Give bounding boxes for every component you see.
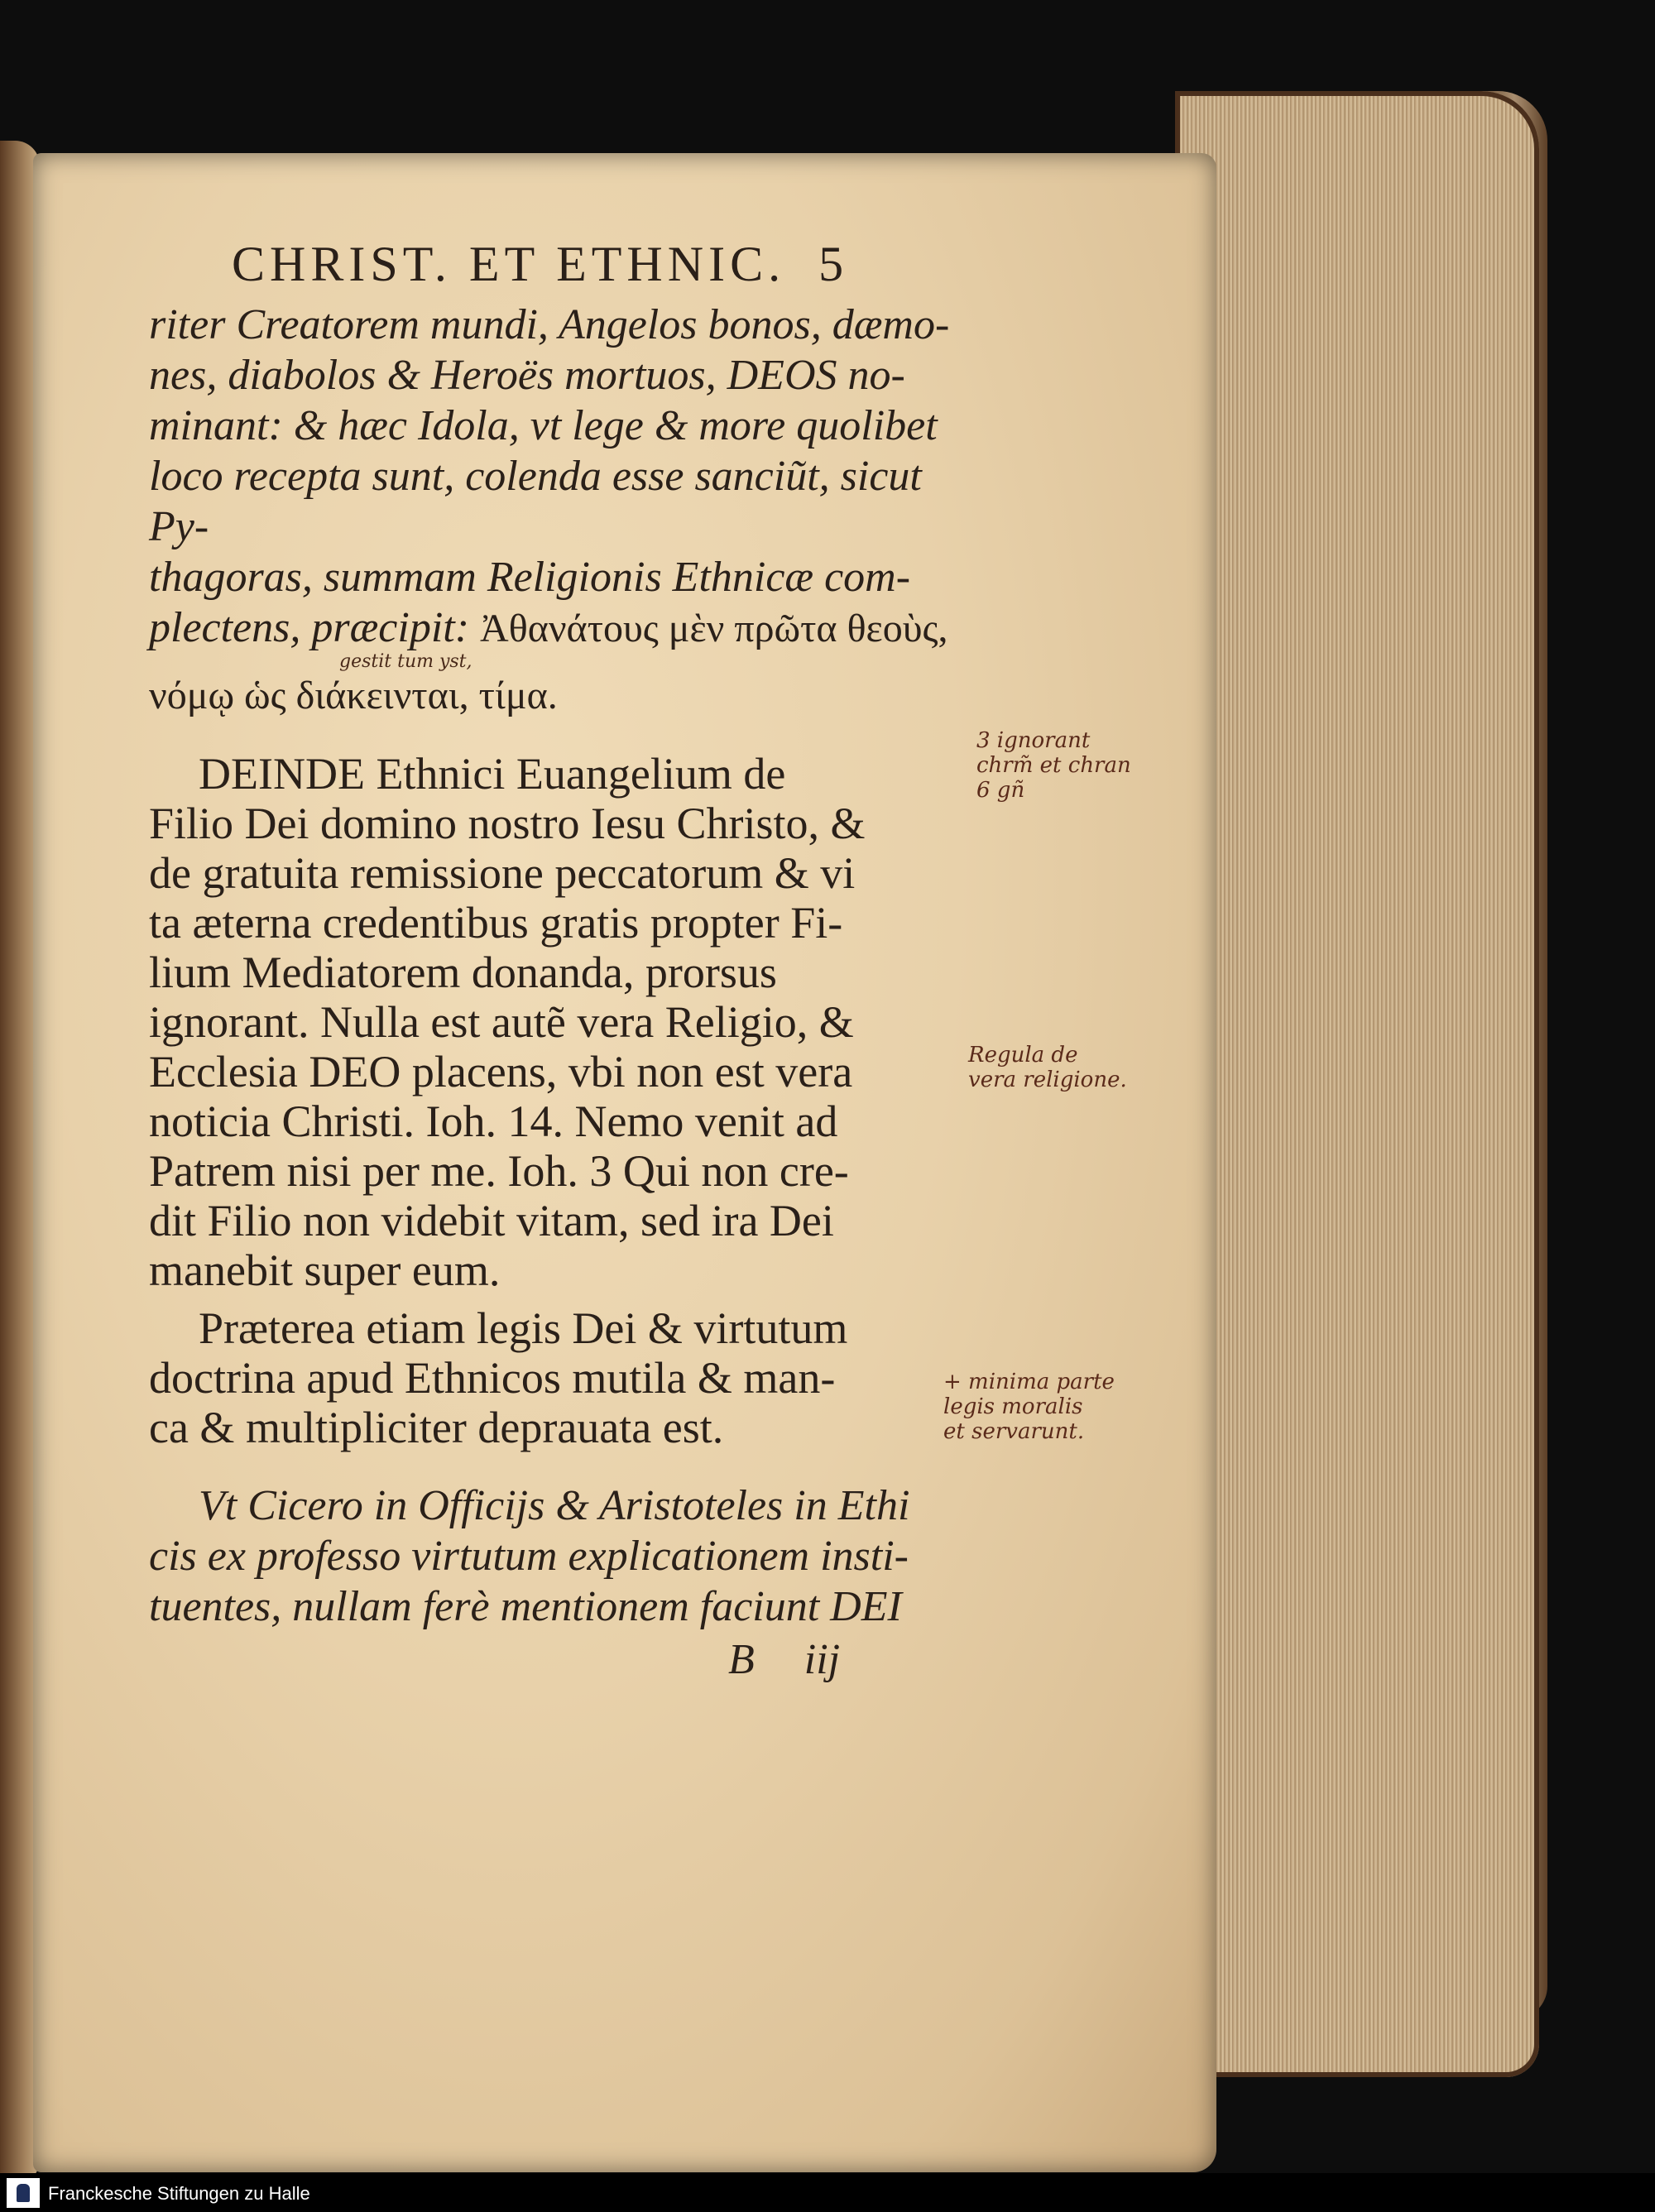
text-line: lium Mediatorem donanda, prorsus xyxy=(149,948,777,997)
text-line: riter Creatorem mundi, Angelos bonos, dæmo- xyxy=(149,301,950,348)
text-line: nes, diabolos & Heroës mortuos, DEOS no- xyxy=(149,352,905,399)
text-line: Præterea etiam legis Dei & virtutum xyxy=(199,1303,848,1353)
paragraph-1 xyxy=(149,300,976,721)
running-header xyxy=(232,236,976,293)
paragraph-4 xyxy=(149,1480,976,1632)
text-line: minant: & hæc Idola, vt lege & more quolibet xyxy=(149,402,938,449)
institution-logo-icon xyxy=(7,2178,40,2208)
marginal-note-3: + minima parte legis moralis et servarunt. xyxy=(943,1370,1115,1444)
institution-name: Franckesche Stiftungen zu Halle xyxy=(48,2183,310,2204)
page-stack-edges xyxy=(1175,91,1539,2077)
signature-numeral: iij xyxy=(804,1636,841,1683)
marginal-note-2: Regula de vera religione. xyxy=(968,1043,1127,1092)
text-line: dit Filio non videbit vitam, sed ira Dei xyxy=(149,1196,834,1245)
text-line: de gratuita remissione peccatorum & vi xyxy=(149,848,856,898)
text-line: ignorant. Nulla est autẽ vera Religio, & xyxy=(149,997,854,1047)
signature-letter: B xyxy=(728,1636,755,1683)
text-line: thagoras, summam Religionis Ethnicæ com- xyxy=(149,554,911,601)
text-line: Filio Dei domino nostro Iesu Christo, & xyxy=(149,799,866,848)
text-line: doctrina apud Ethnicos mutila & man- xyxy=(149,1353,836,1403)
paragraph-2 xyxy=(149,749,976,1295)
greek-quote-line-1: Ἀθανάτους μὲν πρῶτα θεοὺς, xyxy=(480,607,948,650)
page-number: 5 xyxy=(818,237,849,291)
signature-mark xyxy=(728,1635,976,1684)
paragraph-3 xyxy=(149,1303,976,1452)
text-line-start: plectens, præcipit: xyxy=(149,604,470,651)
book-page xyxy=(33,153,1216,2172)
text-line: loco recepta sunt, colenda esse sanciũt, sicut Py- xyxy=(149,453,922,550)
text-line: noticia Christi. Ioh. 14. Nemo venit ad xyxy=(149,1096,838,1146)
text-line: ca & multipliciter deprauata est. xyxy=(149,1403,724,1452)
text-line: ta æterna credentibus gratis propter Fi- xyxy=(149,898,843,948)
text-line: manebit super eum. xyxy=(149,1245,501,1295)
text-line: DEINDE Ethnici Euangelium de xyxy=(199,749,786,799)
greek-quote-line-2: νόμῳ ὡς διάκεινται, τίμα. xyxy=(149,674,558,717)
marginal-note-1: 3 ignorant chrm̃ et chran 6 gñ xyxy=(976,728,1131,803)
text-line: Ecclesia DEO placens, vbi non est vera xyxy=(149,1047,853,1096)
footer-bar xyxy=(0,2173,1655,2212)
text-line: Patrem nisi per me. Ioh. 3 Qui non cre- xyxy=(149,1146,849,1196)
text-line xyxy=(149,602,976,654)
text-line: tuentes, nullam ferè mentionem faciunt DEI xyxy=(149,1583,902,1630)
text-line: cis ex professo virtutum explicationem insti- xyxy=(149,1533,909,1580)
text-line: Vt Cicero in Officijs & Aristoteles in Ethi xyxy=(199,1482,910,1529)
interlinear-annotation: gestit tum yst, xyxy=(339,651,473,672)
page-text xyxy=(149,236,976,1684)
running-title: CHRIST. ET ETHNIC. xyxy=(232,237,786,291)
